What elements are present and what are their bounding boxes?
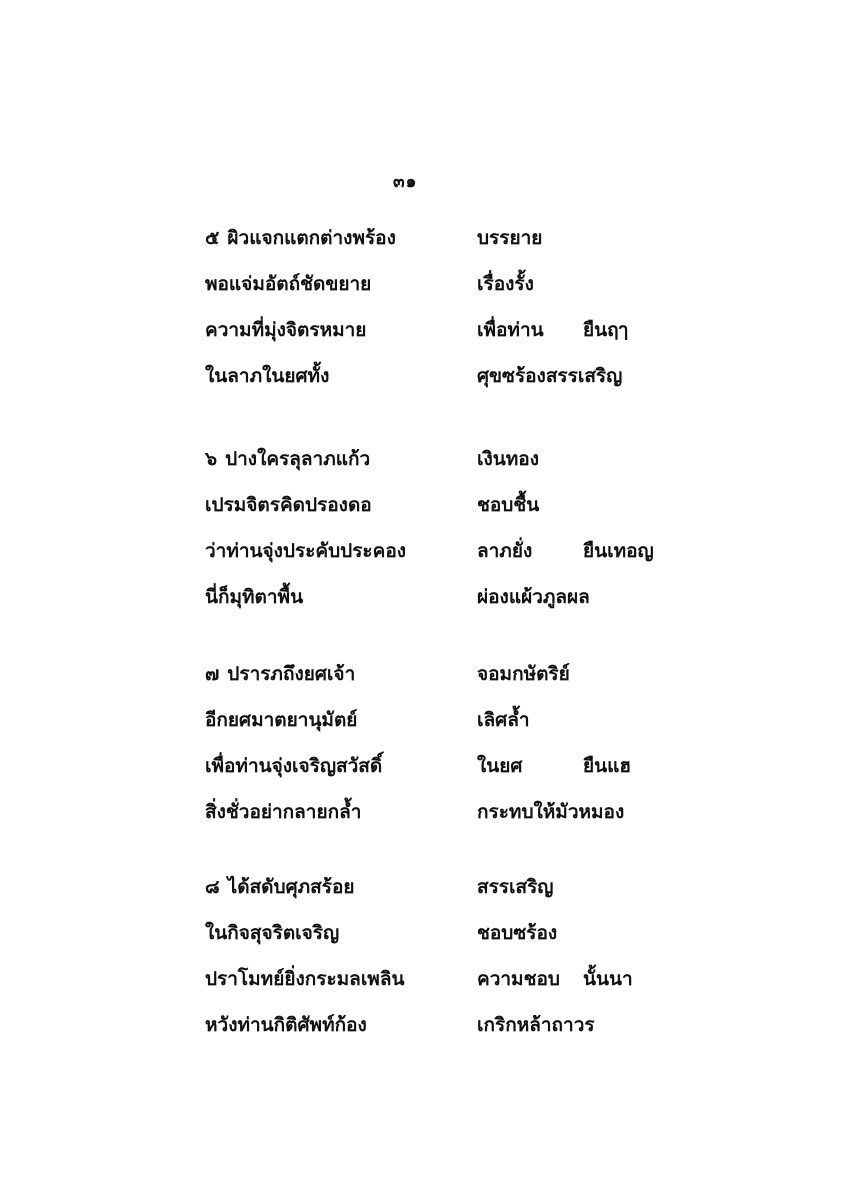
verse-second-half: บรรยาย: [477, 227, 543, 249]
verse-second-half: เลิศล้ำ: [477, 709, 530, 731]
verse-ending: ยืนแฮ: [583, 755, 631, 777]
verse-second-half: ชอบชื้น: [477, 494, 540, 516]
verse-second-half: เงินทอง: [477, 448, 539, 470]
verse-line: [205, 537, 665, 583]
verse-second-half: กระทบให้มัวหมอง: [477, 801, 625, 823]
verse-second-half: สรรเสริญ: [477, 876, 554, 898]
verse-first-half: เพื่อท่านจุ่งเจริญสวัสดิ์: [205, 755, 383, 777]
verse-first-half: [205, 224, 396, 252]
stanza-number: ๗: [205, 663, 220, 685]
verse-line: [205, 1011, 665, 1057]
verse-second-half: ความชอบ: [477, 968, 560, 990]
verse-first-half: ความที่มุ่งจิตรหมาย: [205, 319, 367, 341]
page-number: ๓๑: [393, 172, 418, 192]
verse-ending: นั้นนา: [583, 968, 633, 990]
verse-line: [205, 583, 665, 629]
verse-second-half: เกริกหล้าถาวร: [477, 1014, 595, 1036]
verse-second-half: เรื่องรั้ง: [477, 273, 534, 295]
verse-line: [205, 362, 665, 408]
verse-line: [205, 224, 665, 270]
verse-text: ผิวแจกแตกต่างพร้อง: [227, 227, 396, 249]
verse-line: [205, 445, 665, 491]
verse-first-half: ปราโมทย์ยิ่งกระมลเพลิน: [205, 968, 405, 990]
verse-first-half: สิ่งชั่วอย่ากลายกล้ำ: [205, 801, 362, 823]
verse-second-half: ศุขซร้องสรรเสริญ: [477, 365, 623, 387]
verse-first-half: นี่ก็มุทิตาพื้น: [205, 586, 304, 608]
verse-second-half: ผ่องแผ้วภูลผล: [477, 586, 590, 608]
verse-line: [205, 660, 665, 706]
verse-line: [205, 270, 665, 316]
stanza-6: [205, 445, 665, 629]
verse-second-half: ลาภยั่ง: [477, 540, 533, 562]
verse-ending: ยืนเทอญ: [583, 540, 654, 562]
verse-second-half: ชอบซร้อง: [477, 922, 558, 944]
stanza-5: [205, 224, 665, 408]
verse-first-half: [205, 660, 355, 688]
stanza-number: ๕: [205, 227, 220, 249]
stanza-7: [205, 660, 665, 844]
verse-line: [205, 706, 665, 752]
verse-first-half: หวังท่านกิติศัพท์ก้อง: [205, 1014, 367, 1036]
verse-first-half: ว่าท่านจุ่งประคับประคอง: [205, 540, 407, 562]
verse-line: [205, 798, 665, 844]
stanza-number: ๘: [205, 876, 220, 898]
verse-line: [205, 316, 665, 362]
verse-line: [205, 965, 665, 1011]
verse-first-half: เปรมจิตรคิดปรองดอ: [205, 494, 372, 516]
verse-second-half: เพื่อท่าน: [477, 319, 544, 341]
verse-line: [205, 873, 665, 919]
verse-first-half: พอแจ่มอัตถ์ชัดขยาย: [205, 273, 372, 295]
stanza-8: [205, 873, 665, 1057]
verse-text: ปางใครลุลาภแก้ว: [225, 448, 371, 470]
verse-line: [205, 919, 665, 965]
verse-first-half: ในลาภในยศทั้ง: [205, 365, 330, 387]
verse-first-half: อีกยศมาตยานุมัตย์: [205, 709, 358, 731]
verse-ending: ยืนฤๅ: [583, 319, 628, 341]
verse-second-half: จอมกษัตริย์: [477, 663, 570, 685]
verse-line: [205, 752, 665, 798]
verse-first-half: ในกิจสุจริตเจริญ: [205, 922, 340, 944]
stanza-number: ๖: [205, 448, 218, 470]
verse-text: ปรารภถึงยศเจ้า: [227, 663, 356, 685]
verse-second-half: ในยศ: [477, 755, 523, 777]
verse-line: [205, 491, 665, 537]
verse-first-half: [205, 873, 355, 901]
verse-text: ได้สดับศุภสร้อย: [227, 876, 355, 898]
verse-first-half: [205, 445, 370, 473]
